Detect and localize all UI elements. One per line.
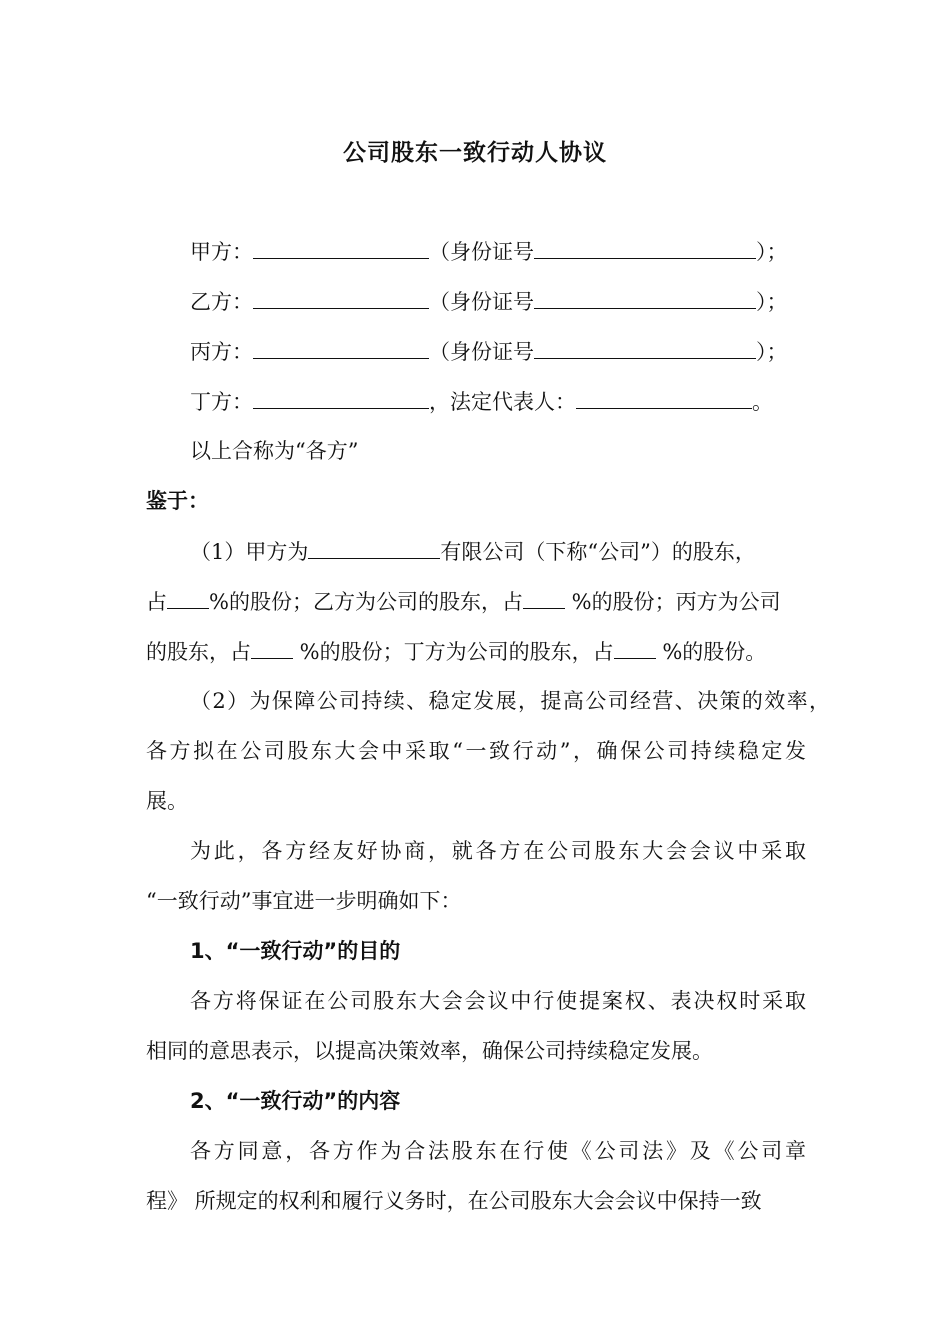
section2-heading: 2、“一致行动”的内容 <box>190 1089 401 1113</box>
clause1-text-g: %的股份；丁方为公司的股东，占 <box>293 640 614 664</box>
party-b-line <box>190 286 788 317</box>
party-b-id-open: （身份证号 <box>429 290 534 314</box>
clause1-text-e: %的股份；丙方为公司 <box>564 590 781 614</box>
section1-heading: 1、“一致行动”的目的 <box>190 939 401 963</box>
party-a-label: 甲方： <box>190 240 253 264</box>
clause1-line2 <box>146 586 781 617</box>
party-b-id-close: ）； <box>756 290 788 314</box>
clause2-line2: 各方拟在公司股东大会中采取“一致行动”，确保公司持续稳定发 <box>146 739 806 763</box>
clause1-text-h: %的股份。 <box>655 640 767 664</box>
intro-line2: “一致行动”事宜进一步明确如下： <box>146 889 462 913</box>
intro-line1: 为此，各方经友好协商，就各方在公司股东大会会议中采取 <box>190 839 806 863</box>
company-name-blank <box>308 536 440 559</box>
party-c-id-close: ）； <box>756 340 788 364</box>
party-d-end: 。 <box>752 390 773 414</box>
whereas-heading: 鉴于： <box>146 489 209 513</box>
party-b-id-blank <box>534 286 756 309</box>
party-a-name-blank <box>253 236 429 259</box>
party-d-line <box>190 386 773 417</box>
section1-line1: 各方将保证在公司股东大会会议中行使提案权、表决权时采取 <box>190 989 806 1013</box>
party-c-label: 丙方： <box>190 340 253 364</box>
party-c-name-blank <box>253 336 429 359</box>
clause1-text-d: %的股份；乙方为公司的股东，占 <box>209 590 523 614</box>
party-a-share-blank <box>167 586 209 609</box>
party-b-name-blank <box>253 286 429 309</box>
party-a-id-blank <box>534 236 756 259</box>
party-a-line <box>190 236 788 267</box>
party-d-name-blank <box>253 386 429 409</box>
party-d-rep-blank <box>576 386 752 409</box>
clause1-text-b: 有限公司（下称“公司”）的股东， <box>440 540 756 564</box>
collective-name: 以上合称为“各方” <box>190 439 359 463</box>
party-a-id-close: ）； <box>756 240 788 264</box>
page-title: 公司股东一致行动人协议 <box>343 140 607 166</box>
section2-line2: 程》 所规定的权利和履行义务时，在公司股东大会会议中保持一致 <box>146 1189 762 1213</box>
section2-line1: 各方同意，各方作为合法股东在行使《公司法》及《公司章 <box>190 1139 806 1163</box>
party-c-share-blank <box>251 636 293 659</box>
party-d-label: 丁方： <box>190 390 253 414</box>
party-c-line <box>190 336 788 367</box>
party-d-rep-label: ，法定代表人： <box>429 390 576 414</box>
clause2-line1: （2）为保障公司持续、稳定发展，提高公司经营、决策的效率， <box>190 689 830 713</box>
party-b-label: 乙方： <box>190 290 253 314</box>
party-c-id-open: （身份证号 <box>429 340 534 364</box>
clause2-line3: 展。 <box>146 789 188 813</box>
clause1-line3 <box>146 636 766 667</box>
clause1-text-c: 占 <box>146 590 167 614</box>
clause1-line1 <box>190 536 756 567</box>
party-c-id-blank <box>534 336 756 359</box>
section1-line2: 相同的意思表示，以提高决策效率，确保公司持续稳定发展。 <box>146 1039 713 1063</box>
clause1-text-f: 的股东，占 <box>146 640 251 664</box>
party-b-share-blank <box>523 586 565 609</box>
clause1-text-a: （1）甲方为 <box>190 540 309 564</box>
party-a-id-open: （身份证号 <box>429 240 534 264</box>
party-d-share-blank <box>614 636 656 659</box>
